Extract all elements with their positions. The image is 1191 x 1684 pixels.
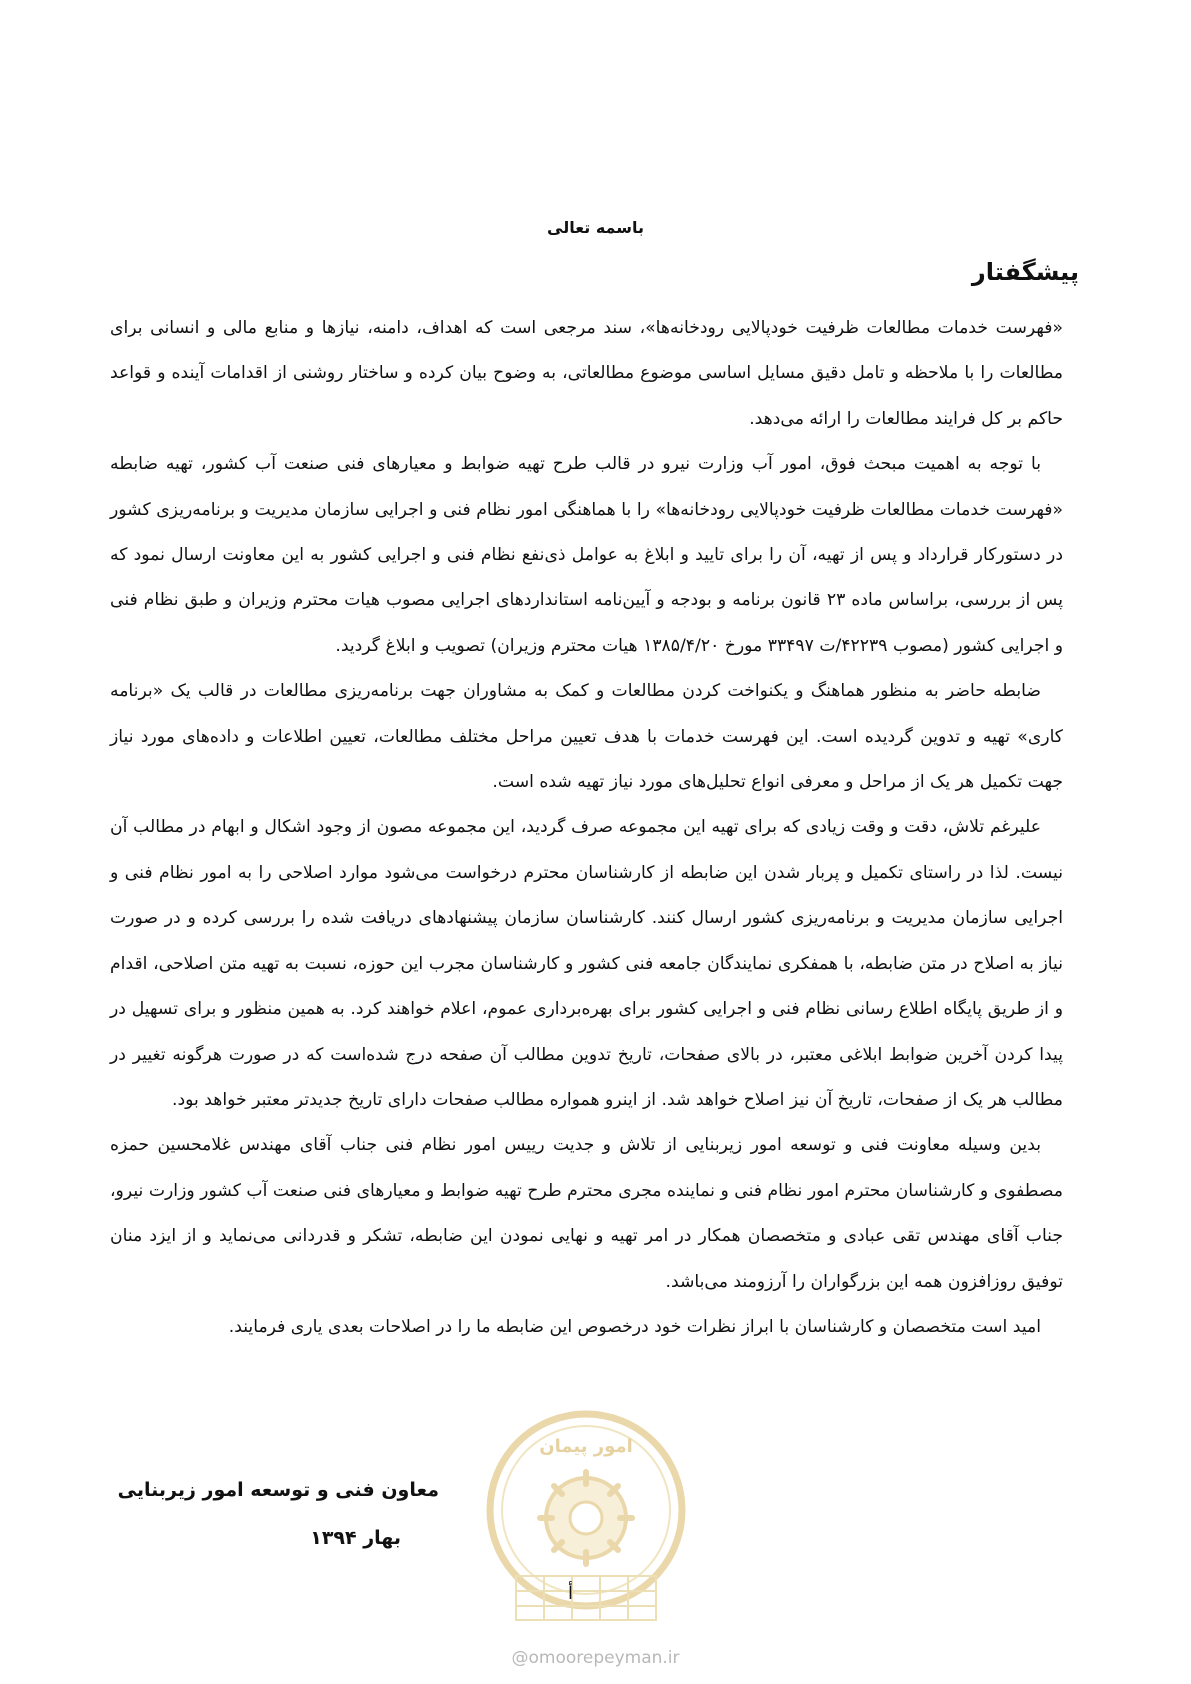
document-body (110, 306, 1063, 1350)
watermark-url: @omoorepeyman.ir (511, 1648, 680, 1668)
seal-text: امور پیمان (539, 1436, 633, 1457)
signature-title: معاون فنی و توسعه امور زیربنایی (117, 1479, 439, 1501)
page-title: پیشگفتار (971, 258, 1079, 286)
paragraph-4: علیرغم تلاش، دقت و وقت زیادی که برای تهیه این مجموعه صرف گردید، این مجموعه مصون از وجود اشکال و ابهام در مطالب آن نیست. لذا در راستای تکمیل و پربار شدن این ضابطه از کارشناسان محترم درخواست می‌شود موارد اصلاحی را به امور نظام فنی و اجرایی سازمان مدیریت و برنامه‌ریزی کشور ارسال کنند. کارشناسان سازمان پیشنهادهای دریافت شده را بررسی کرده و در صورت نیاز به اصلاح در متن ضابطه، با همفکری نمایندگان جامعه فنی کشور و کارشناسان مجرب این حوزه، نسبت به تهیه متن اصلاحی، اقدام و از طریق پایگاه اطلاع رسانی نظام فنی و اجرایی کشور برای بهره‌برداری عموم، اعلام خواهند کرد. به همین منظور و برای تسهیل در پیدا کردن آخرین ضوابط ابلاغی معتبر، در بالای صفحات، تاریخ تدوین مطالب آن صفحه درج شده‌است که در صورت هرگونه تغییر در مطالب هر یک از صفحات، تاریخ آن نیز اصلاح خواهد شد. از اینرو همواره مطالب صفحات دارای تاریخ جدیدتر معتبر خواهد بود. (110, 817, 1063, 1110)
closing-paragraph: امید است متخصصان و کارشناسان با ابراز نظرات خود درخصوص این ضابطه ما را در اصلاحات بعدی یاری فرمایند. (228, 1316, 1041, 1337)
watermark-seal-logo (476, 1400, 696, 1630)
paragraph-2: با توجه به اهمیت مبحث فوق، امور آب وزارت نیرو در قالب طرح تهیه ضوابط و معیارهای فنی صنعت آب کشور، تهیه ضابطه «فهرست خدمات مطالعات ظرفیت خودپالایی رودخانه‌ها» را با هماهنگی امور نظام فنی و اجرایی سازمان مدیریت و برنامه‌ریزی کشور در دستورکار قرارداد و پس از تهیه، آن را برای تایید و ابلاغ به عوامل ذی‌نفع نظام فنی و اجرایی کشور به این معاونت ارسال نمود که پس از بررسی، براساس ماده ۲۳ قانون برنامه و بودجه و آیین‌نامه استانداردهای اجرایی مصوب هیات محترم وزیران و طبق نظام فنی و اجرایی کشور (مصوب ۴۲۲۳۹/ت ۳۳۴۹۷ مورخ ۱۳۸۵/۴/۲۰ هیات محترم وزیران) تصویب و ابلاغ گردید. (110, 454, 1063, 656)
signature-date: بهار ۱۳۹۴ (310, 1527, 401, 1549)
paragraph-1: «فهرست خدمات مطالعات ظرفیت خودپالایی رودخانه‌ها»، سند مرجعی است که اهداف، دامنه، نیازها و منابع مالی و انسانی برای مطالعات را با ملاحظه و تامل دقیق مسایل اساسی موضوع مطالعاتی، به وضوح بیان کرده و ساختار روشنی از اقدامات آینده و قواعد حاکم بر کل فرایند مطالعات را ارائه می‌دهد. (110, 318, 1063, 429)
paragraph-5: بدین وسیله معاونت فنی و توسعه امور زیربنایی از تلاش و جدیت رییس امور نظام فنی جناب آقای مهندس غلامحسین حمزه مصطفوی و کارشناسان محترم امور نظام فنی و نماینده مجری محترم طرح تهیه ضوابط و معیارهای فنی صنعت آب کشور وزارت نیرو، جناب آقای مهندس تقی عبادی و متخصصان همکار در امر تهیه و نهایی نمودن این ضابطه، تشکر و قدردانی می‌نماید و از ایزد منان توفیق روزافزون همه این بزرگواران را آرزومند می‌باشد. (110, 1135, 1063, 1292)
paragraph-3: ضابطه حاضر به منظور هماهنگ و یکنواخت کردن مطالعات و کمک به مشاوران جهت برنامه‌ریزی مطالعات در قالب یک «برنامه کاری» تهیه و تدوین گردیده است. این فهرست خدمات با هدف تعیین مراحل مختلف مطالعات، تعیین اطلاعات و داده‌های مورد نیاز جهت تکمیل هر یک از مراحل و معرفی انواع تحلیل‌های مورد نیاز تهیه شده است. (110, 681, 1063, 793)
page-number: أ (568, 1583, 574, 1604)
bismillah-header: باسمه تعالی (547, 218, 644, 237)
